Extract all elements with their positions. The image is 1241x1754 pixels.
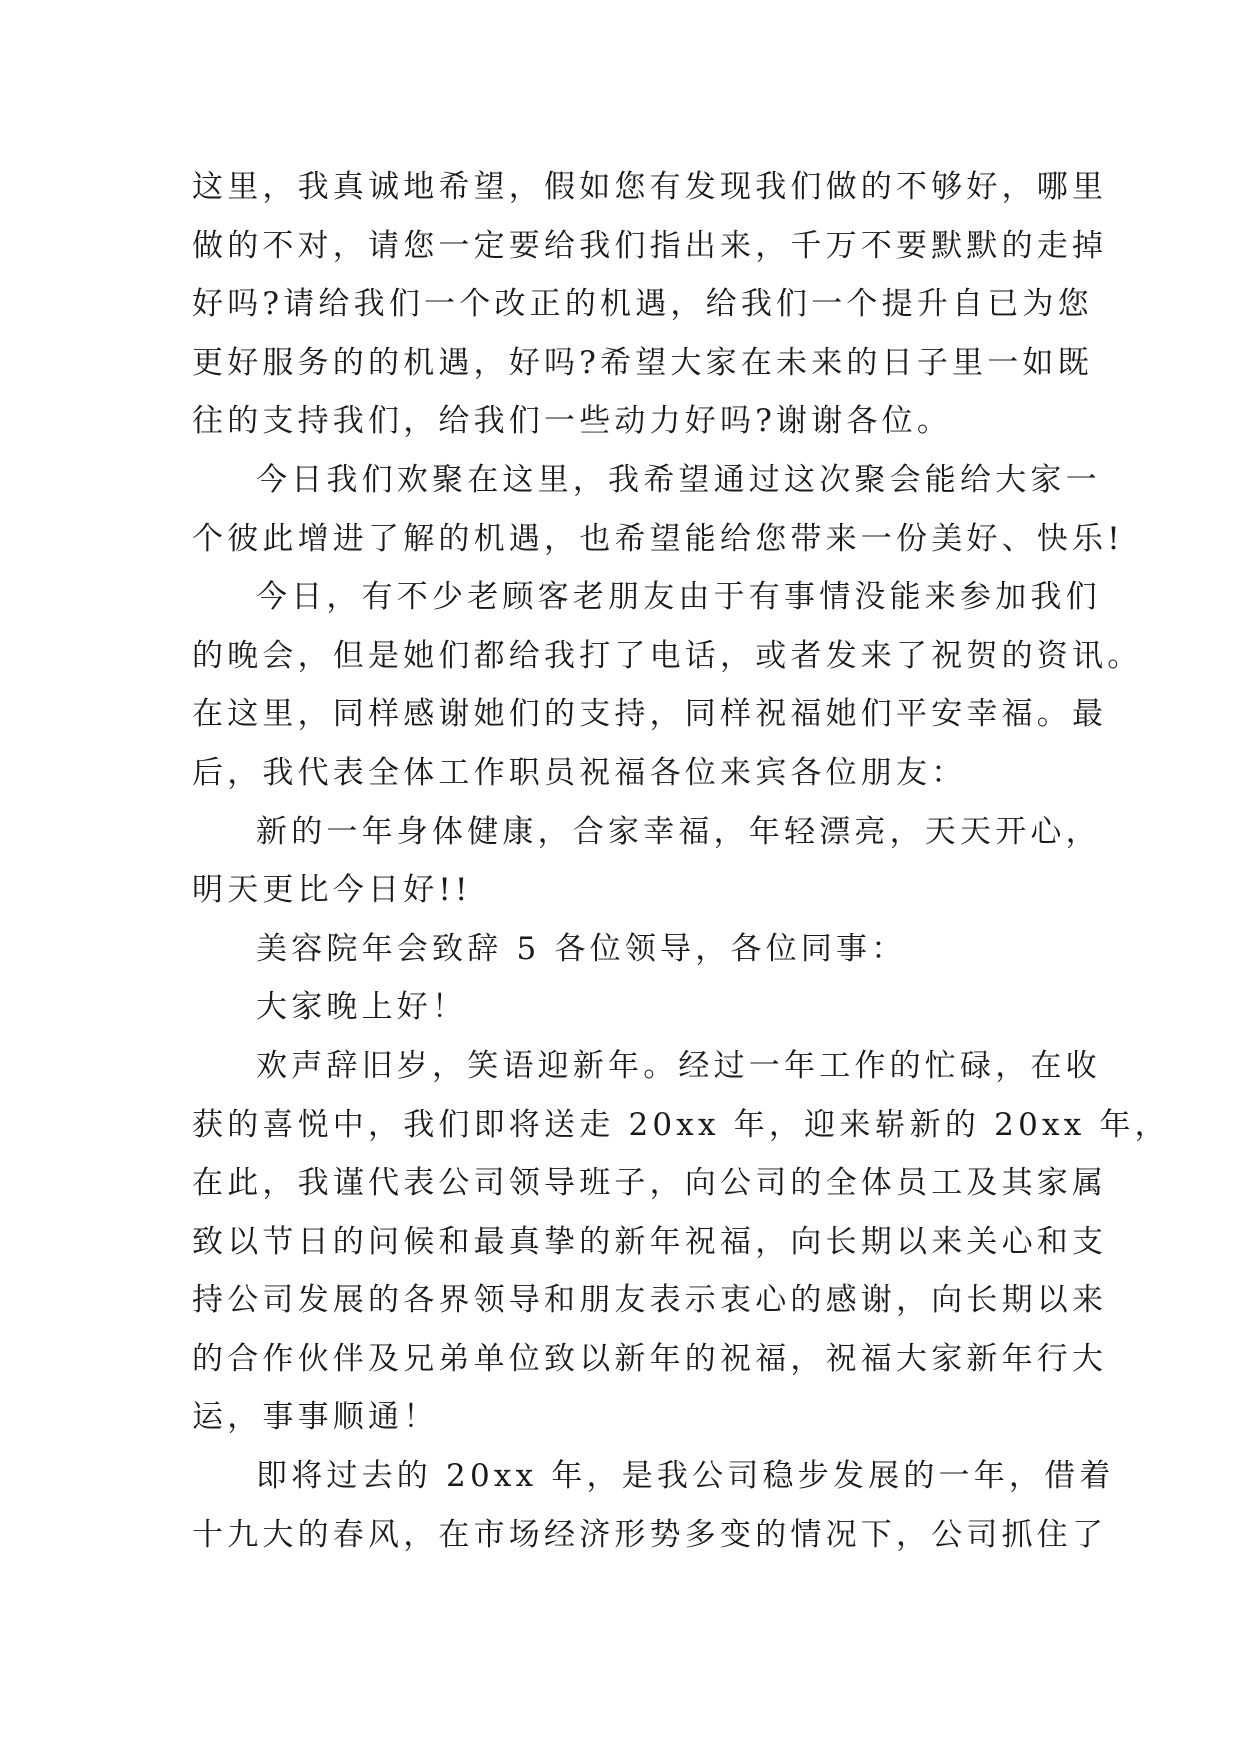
text-line: 美容院年会致辞 5 各位领导，各位同事： bbox=[256, 930, 907, 967]
text-line: 十九大的春风，在市场经济形势多变的情况下，公司抓住了 bbox=[192, 1516, 1108, 1553]
text-line: 即将过去的 20xx 年，是我公司稳步发展的一年，借着 bbox=[256, 1458, 1115, 1495]
paragraph-3 bbox=[192, 568, 1143, 802]
paragraph-6 bbox=[192, 978, 1052, 1037]
text-line: 更好服务的的机遇，好吗?希望大家在未来的日子里一如既 bbox=[192, 344, 1093, 381]
paragraph-2 bbox=[192, 451, 1124, 568]
text-line: 的合作伙伴及兄弟单位致以新年的祝福，祝福大家新年行大 bbox=[192, 1340, 1108, 1377]
text-line: 往的支持我们，给我们一些动力好吗?谢谢各位。 bbox=[192, 403, 953, 440]
text-line: 做的不对，请您一定要给我们指出来，千万不要默默的走掉 bbox=[192, 227, 1108, 264]
text-line: 大家晚上好！ bbox=[256, 989, 468, 1026]
paragraph-8 bbox=[192, 1447, 1115, 1564]
paragraph-4 bbox=[192, 803, 1101, 920]
document-body bbox=[192, 158, 1170, 1564]
text-line: 的晚会，但是她们都给我打了电话，或者发来了祝贺的资讯。 bbox=[192, 637, 1143, 674]
paragraph-1 bbox=[192, 158, 1108, 451]
text-line: 今日我们欢聚在这里，我希望通过这次聚会能给大家一 bbox=[256, 461, 1101, 498]
paragraph-5 bbox=[192, 920, 1052, 979]
text-line: 持公司发展的各界领导和朋友表示衷心的感谢，向长期以来 bbox=[192, 1282, 1108, 1319]
text-line: 后，我代表全体工作职员祝福各位来宾各位朋友： bbox=[192, 754, 967, 791]
text-line: 获的喜悦中，我们即将送走 20xx 年，迎来崭新的 20xx 年， bbox=[192, 1106, 1170, 1143]
text-line: 今日，有不少老顾客老朋友由于有事情没能来参加我们 bbox=[256, 579, 1101, 616]
text-line: 欢声辞旧岁，笑语迎新年。经过一年工作的忙碌，在收 bbox=[256, 1047, 1101, 1084]
text-line: 在这里，同样感谢她们的支持，同样祝福她们平安幸福。最 bbox=[192, 696, 1108, 733]
paragraph-7 bbox=[192, 1037, 1170, 1447]
text-line: 好吗?请给我们一个改正的机遇，给我们一个提升自已为您 bbox=[192, 286, 1093, 323]
text-line: 新的一年身体健康，合家幸福，年轻漂亮，天天开心， bbox=[256, 813, 1101, 850]
text-line: 运，事事顺通！ bbox=[192, 1399, 439, 1436]
text-line: 个彼此增进了解的机遇，也希望能给您带来一份美好、快乐! bbox=[192, 520, 1124, 557]
text-line: 在此，我谨代表公司领导班子，向公司的全体员工及其家属 bbox=[192, 1165, 1108, 1202]
text-line: 明天更比今日好!! bbox=[192, 872, 472, 909]
text-line: 这里，我真诚地希望，假如您有发现我们做的不够好，哪里 bbox=[192, 169, 1108, 205]
text-line: 致以节日的问候和最真挚的新年祝福，向长期以来关心和支 bbox=[192, 1223, 1108, 1260]
